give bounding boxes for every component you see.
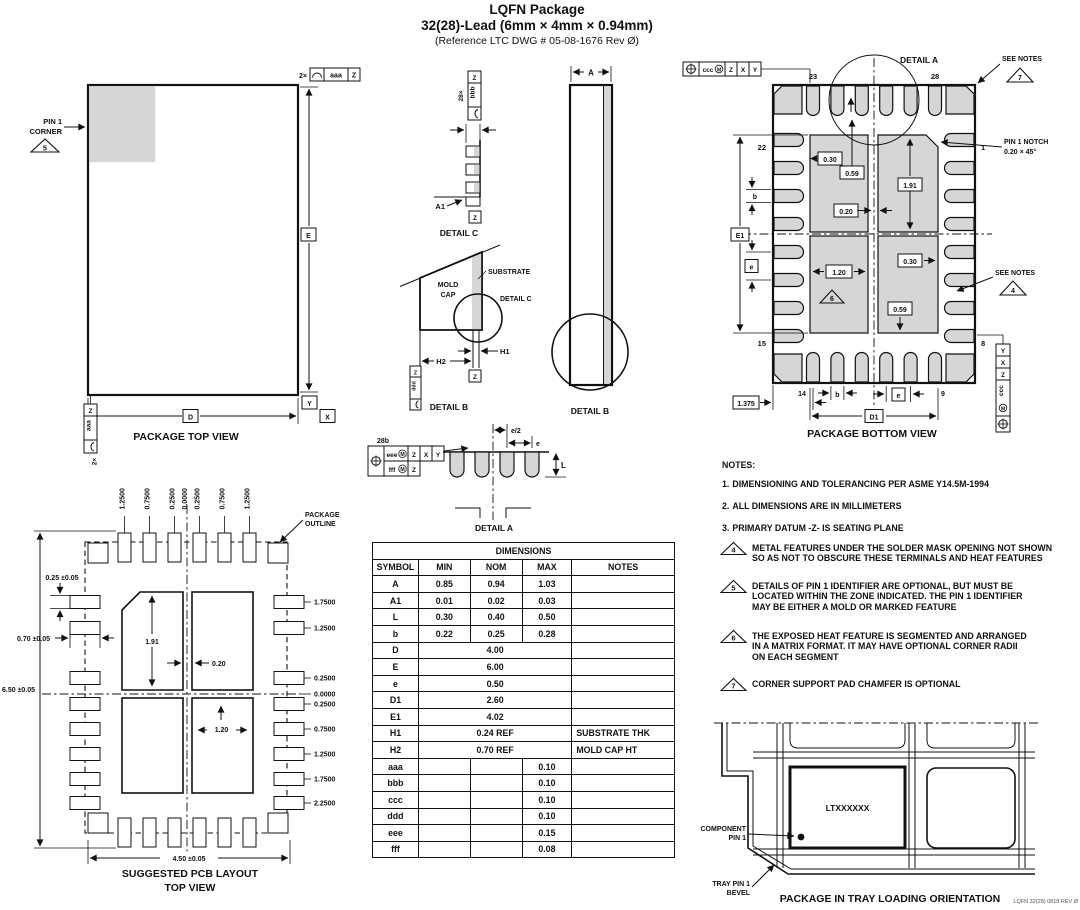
profile-tolerance-frame-mold [410,366,421,410]
detail-b-callout-label: DETAIL B [570,406,610,416]
table-cell [418,758,470,775]
dim-020 [167,661,226,668]
table-cell [572,841,675,858]
note-flag-6-icon [719,628,749,645]
svg-text:X: X [423,451,429,459]
pin-number: 28 [930,72,940,81]
svg-text:Z: Z [1001,372,1005,379]
table-cell: 0.70 REF [418,742,571,759]
svg-text:1.375: 1.375 [737,401,755,408]
table-cell: 0.28 [522,625,572,642]
table-row [373,808,675,825]
svg-text:5: 5 [731,583,736,593]
note-flag-5-icon [719,578,749,595]
svg-text:L: L [561,461,566,470]
empty-pocket [927,768,1015,848]
table-cell [418,775,470,792]
table-cell: E1 [373,708,419,725]
table-row [373,592,675,609]
pin-number: 22 [757,143,766,152]
svg-text:0.20: 0.20 [839,209,853,216]
svg-text:1.2500: 1.2500 [244,488,252,510]
note-3: 3. PRIMARY DATUM -Z- IS SEATING PLANE [722,523,904,533]
dim-e [509,441,541,448]
svg-text:BEVEL: BEVEL [726,890,750,897]
svg-text:D1: D1 [869,414,879,422]
tray-pocket [790,723,905,748]
table-cell: L [373,609,419,626]
header-cell: MIN [418,559,470,576]
svg-text:Z: Z [413,370,418,377]
mold-cap-section [400,245,532,412]
dim-e-half [495,428,521,435]
detail-b-callout-circle [552,314,628,390]
svg-text:M: M [400,452,405,458]
svg-text:0.30: 0.30 [903,259,917,266]
svg-text:b: b [835,392,840,399]
svg-text:0.7500: 0.7500 [219,488,227,510]
datum-Z-box [469,370,481,382]
top-tick-labels [120,488,252,510]
table-cell [572,659,675,676]
table-row [373,775,675,792]
svg-text:COMPONENT: COMPONENT [700,826,746,833]
table-cell: 0.10 [522,791,572,808]
dim-b-left [746,177,771,215]
table-title: DIMENSIONS [373,543,675,560]
svg-text:6.50 ±0.05: 6.50 ±0.05 [2,687,36,694]
table-cell [572,825,675,842]
table-cell: 4.02 [418,708,571,725]
svg-text:fff: fff [388,466,396,474]
table-cell [572,592,675,609]
dim-L [545,454,566,478]
table-cell: e [373,675,419,692]
table-row [373,742,675,759]
package-outline-dashed [85,542,287,833]
svg-text:Z: Z [473,215,477,222]
svg-text:PIN 1: PIN 1 [728,835,746,842]
package-side-view [552,66,628,416]
table-cell: A1 [373,592,419,609]
svg-text:28×: 28× [458,90,465,102]
svg-text:aaa: aaa [85,420,93,431]
table-title-row [373,543,675,560]
tray-bevel-callout [712,865,774,897]
bottom-view-caption: PACKAGE BOTTOM VIEW [807,428,937,440]
svg-text:0.25 ±0.05: 0.25 ±0.05 [45,575,79,582]
svg-text:X: X [325,414,330,422]
table-cell: b [373,625,419,642]
lead-row-section [443,452,549,477]
svg-text:M: M [1000,406,1006,413]
svg-text:14: 14 [798,391,806,398]
dim-pad-width [17,634,114,648]
pin-number: 8 [981,339,986,348]
table-row [373,576,675,593]
svg-text:E1: E1 [735,233,745,240]
table-row [373,725,675,742]
lead-qty-label: 28b [377,438,390,445]
svg-text:1.2500: 1.2500 [314,751,336,759]
package-top-view [29,68,360,465]
table-cell: 0.85 [418,576,470,593]
pin1-identifier-zone [89,86,155,162]
table-cell [572,692,675,709]
table-cell: 0.40 [470,609,522,626]
pcb-caption: TOP VIEW [164,882,216,894]
table-cell: SUBSTRATE THK [572,725,675,742]
svg-text:Z: Z [351,72,357,80]
table-row [373,841,675,858]
svg-text:PACKAGE: PACKAGE [305,512,340,519]
table-cell [572,808,675,825]
table-row [373,708,675,725]
table-cell: H1 [373,725,419,742]
svg-text:TRAY PIN 1: TRAY PIN 1 [712,881,750,888]
table-cell: 0.01 [418,592,470,609]
svg-text:0.2500: 0.2500 [314,675,336,683]
dim-191 [139,596,165,686]
svg-text:e: e [896,393,901,400]
table-cell [470,825,522,842]
table-row [373,825,675,842]
svg-text:OUTLINE: OUTLINE [305,521,336,528]
note-2: 2. ALL DIMENSIONS ARE IN MILLIMETERS [722,501,902,511]
svg-text:eee: eee [386,451,398,459]
table-cell [572,791,675,808]
svg-text:7: 7 [731,681,736,691]
svg-text:1.2500: 1.2500 [119,488,127,510]
svg-text:1.7500: 1.7500 [314,599,336,607]
table-cell: 0.10 [522,775,572,792]
dim-H2 [422,357,471,366]
pcb-layout-view [2,488,340,894]
center-heat-pads [122,592,253,793]
table-cell: E [373,659,419,676]
table-cell: 0.10 [522,758,572,775]
header-cell: NOTES [572,559,675,576]
table-cell: 6.00 [418,659,571,676]
table-cell [470,791,522,808]
note-1: 1. DIMENSIONING AND TOLERANCING PER ASME Y14.5M-1994 [722,479,989,489]
position-tolerance-frame-top [683,62,810,83]
detail-c-view [434,71,496,238]
svg-text:0.2500: 0.2500 [169,488,177,510]
table-cell [572,642,675,659]
table-cell [572,758,675,775]
svg-text:4.50 ±0.05: 4.50 ±0.05 [172,856,206,863]
package-bottom-view [683,55,1048,440]
pin-number: 23 [808,72,818,81]
svg-text:0.30: 0.30 [823,157,837,164]
table-cell: H2 [373,742,419,759]
table-row [373,758,675,775]
see-notes-top-callout [978,56,1042,83]
svg-text:0.0000: 0.0000 [314,691,336,699]
svg-text:e/2: e/2 [511,428,521,435]
pin-number: 1 [981,143,986,152]
table-cell [418,791,470,808]
table-cell [470,775,522,792]
table-cell: ccc [373,791,419,808]
dim-D [88,398,298,424]
profile-tolerance-frame-side [84,396,99,465]
svg-text:0.20 × 45°: 0.20 × 45° [1004,149,1037,156]
svg-text:X: X [1000,360,1006,367]
mold-cap-label: MOLD [437,282,459,289]
table-cell [470,808,522,825]
svg-text:9: 9 [941,391,945,398]
table-cell [572,576,675,593]
svg-text:Y: Y [752,67,758,74]
table-row [373,659,675,676]
svg-text:0.59: 0.59 [845,171,859,178]
detail-a-view [368,424,566,533]
dim-H1 [458,347,510,356]
svg-text:1.91: 1.91 [903,183,917,190]
table-cell: 0.30 [418,609,470,626]
svg-text:1.91: 1.91 [145,639,159,646]
datum-Y-box [302,396,317,409]
pin1-corner-label: PIN 1 [43,117,62,126]
table-cell: 0.10 [522,808,572,825]
notes-heading: NOTES: [722,460,756,470]
detail-c-callout: DETAIL C [500,296,532,303]
note-5: 5 DETAILS OF PIN 1 IDENTIFIER ARE OPTIONAL, BUT MUST BE LOCATED WITHIN THE ZONE INDICATED. THE PIN 1 IDENTIFIER MAY BE EITHER A MOLD OR MARKED FEATURE [722,581,1022,612]
table-header-row [373,559,675,576]
table-cell [470,841,522,858]
svg-text:SEE NOTES: SEE NOTES [1002,56,1043,63]
svg-text:ddd: ddd [411,381,418,391]
substrate-label: SUBSTRATE [488,269,531,276]
table-cell: 0.08 [522,841,572,858]
svg-text:0.59: 0.59 [893,307,907,314]
component-pin1-dot-icon [798,834,805,841]
pcb-caption: SUGGESTED PCB LAYOUT [121,868,259,880]
table-cell: 0.22 [418,625,470,642]
top-view-caption: PACKAGE TOP VIEW [133,431,239,443]
table-cell: 0.02 [470,592,522,609]
table-cell: A [373,576,419,593]
svg-text:0.70 ±0.05: 0.70 ±0.05 [17,636,51,643]
pin-number: 15 [757,339,766,348]
svg-text:0.2500: 0.2500 [314,701,336,709]
table-cell: 0.03 [522,592,572,609]
tray-pocket [927,723,1015,748]
table-row [373,675,675,692]
table-cell: D1 [373,692,419,709]
table-cell: ddd [373,808,419,825]
package-subtitle: 32(28)-Lead (6mm × 4mm × 0.94mm) [421,18,653,33]
svg-text:Z: Z [412,466,416,474]
bottom-dimensions [733,385,945,423]
svg-text:b: b [752,194,757,201]
svg-text:A: A [588,68,594,78]
svg-text:1.7500: 1.7500 [314,776,336,784]
package-outline-callout [280,512,340,542]
dim-A [571,66,611,82]
table-cell [418,841,470,858]
note-flag-5-icon [31,139,59,153]
svg-text:0.7500: 0.7500 [314,726,336,734]
table-cell: bbb [373,775,419,792]
table-cell: aaa [373,758,419,775]
table-cell [572,675,675,692]
table-cell: 0.94 [470,576,522,593]
table-row [373,791,675,808]
table-cell: fff [373,841,419,858]
table-cell [418,825,470,842]
table-cell: 0.50 [418,675,571,692]
table-cell: 4.00 [418,642,571,659]
profile-tolerance-frame-top [299,68,360,81]
svg-text:e: e [536,441,540,448]
table-row [373,692,675,709]
svg-text:2.2500: 2.2500 [314,800,336,808]
svg-text:H2: H2 [436,357,446,366]
mold-cap-label: CAP [440,292,456,299]
svg-text:aaa: aaa [330,72,342,80]
svg-text:7: 7 [1018,75,1022,82]
svg-text:6: 6 [731,633,736,643]
header-cell: SYMBOL [373,559,419,576]
datum-X-box [320,410,335,423]
table-cell: MOLD CAP HT [572,742,675,759]
svg-text:Z: Z [412,451,416,459]
detail-b-caption: DETAIL B [429,402,469,412]
table-cell: 2.60 [418,692,571,709]
detail-c-caption: DETAIL C [439,228,479,238]
svg-text:Z: Z [88,408,93,415]
svg-text:bbb: bbb [469,86,477,99]
package-title: LQFN Package [489,2,585,17]
table-cell: 0.50 [522,609,572,626]
svg-text:ccc: ccc [702,67,714,74]
svg-text:Z: Z [473,374,477,381]
dim-E [300,87,318,392]
table-cell: 1.03 [522,576,572,593]
datum-Z-box [469,211,481,223]
position-tolerance-frame-right [977,335,1010,432]
table-cell: eee [373,825,419,842]
svg-text:6: 6 [830,296,834,303]
table-cell [418,808,470,825]
svg-text:PIN 1 NOTCH: PIN 1 NOTCH [1004,139,1049,146]
table-cell [572,625,675,642]
component-marking: LTXXXXXX [825,803,870,813]
svg-text:0.0000: 0.0000 [182,488,189,510]
svg-text:2×: 2× [299,73,307,80]
svg-text:ccc: ccc [998,385,1005,396]
drawing-reference: (Reference LTC DWG # 05-08-1676 Rev Ø) [434,35,640,47]
tray-caption: PACKAGE IN TRAY LOADING ORIENTATION [779,893,1001,905]
detail-a-callout-label: DETAIL A [900,55,939,65]
profile-tolerance-frame-leads [458,71,481,120]
detail-a-caption: DETAIL A [474,523,514,533]
title-block [330,2,744,47]
svg-text:M: M [400,467,405,473]
lead-side-profile [434,140,480,206]
svg-text:5: 5 [43,145,47,153]
dim-e-left [745,240,771,292]
table-cell: 0.24 REF [418,725,571,742]
note-flag-7-icon [719,676,749,693]
drawing-rev-note: LQFN 32(28) 0818 REV Ø [1013,899,1078,905]
table-cell [572,775,675,792]
table-row [373,609,675,626]
table-row [373,625,675,642]
dimensions-table [372,542,675,858]
note-6: 6 THE EXPOSED HEAT FEATURE IS SEGMENTED AND ARRANGED IN A MATRIX FORMAT. IT MAY HAVE OPTIONAL CORNER RADII ON EACH SEGMENT [722,631,1027,662]
svg-text:E: E [306,233,311,240]
svg-text:0.20: 0.20 [212,661,226,668]
svg-text:1.2500: 1.2500 [314,625,336,633]
svg-text:Z: Z [472,75,477,82]
svg-text:e: e [749,264,754,272]
header-cell: NOM [470,559,522,576]
table-cell [572,708,675,725]
table-cell: 0.15 [522,825,572,842]
svg-text:1.20: 1.20 [214,727,229,734]
svg-text:SEE NOTES: SEE NOTES [995,270,1036,277]
note-7: 7 CORNER SUPPORT PAD CHAMFER IS OPTIONAL [722,679,961,689]
pin1-corner-label: CORNER [29,127,62,136]
table-cell [572,609,675,626]
svg-text:1.20: 1.20 [832,270,846,277]
note-flag-4-icon [719,540,749,557]
table-cell: 0.25 [470,625,522,642]
svg-text:X: X [740,67,746,74]
tray-view [701,723,1079,905]
svg-text:Z: Z [729,67,733,74]
svg-text:Y: Y [1000,348,1006,355]
svg-text:Y: Y [307,401,312,408]
svg-text:Y: Y [435,451,441,459]
svg-text:D: D [187,414,194,422]
dim-A1-label: A1 [435,202,445,211]
svg-text:0.2500: 0.2500 [194,488,202,510]
header-cell: MAX [522,559,572,576]
svg-text:4: 4 [1011,288,1015,295]
dim-120 [198,706,247,735]
svg-text:0.7500: 0.7500 [144,488,152,510]
svg-text:4: 4 [731,545,736,555]
table-row [373,642,675,659]
table-cell [470,758,522,775]
svg-text:H1: H1 [500,347,510,356]
svg-text:2×: 2× [91,457,99,466]
svg-text:M: M [716,67,722,74]
table-cell: D [373,642,419,659]
right-tick-labels [300,600,336,808]
note-4: 4 METAL FEATURES UNDER THE SOLDER MASK OPENING NOT SHOWN SO AS NOT TO OBSCURE THESE TERMINALS AND HEAT FEATURES [722,543,1052,564]
